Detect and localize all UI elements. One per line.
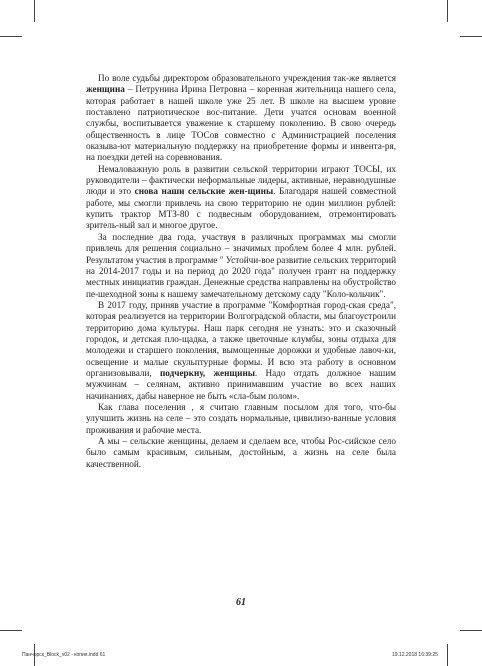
paragraph: [86, 73, 396, 164]
paragraph: [86, 232, 396, 300]
page-number: 61: [236, 597, 246, 608]
print-slug-date: 19.12.2018 16:39:25: [392, 652, 438, 658]
paragraph-text: По воле судьбы директором образовательного учреждения так-же является: [98, 73, 396, 83]
paragraph-text: Немаловажную роль в развитии сельской территории играют ТОСЫ, их руководители – фактически неформальные лидеры, активные, неравнодушные люди и это: [86, 163, 396, 197]
paragraph-text: . Надо отдать должное нашим мужчинам – селянам, активно принимавшим участие во всех наших начинаниях, дабы наверное не быть «сла-бым полом».: [86, 367, 396, 401]
crop-mark-bottom-right-vertical: [447, 644, 448, 666]
paragraph: [86, 436, 396, 470]
emphasis-text: женщина: [86, 84, 125, 95]
paragraph-text: Как глава поселения , я считаю главным посылом для того, что-бы улучшить жизнь на селе – это создать нормальные, цивилизо-ванные условия проживания и рабочие места.: [86, 401, 396, 435]
paragraph: [86, 300, 396, 402]
crop-mark-bottom-right-horizontal: [460, 630, 482, 631]
crop-mark-top-right-horizontal: [460, 36, 482, 37]
crop-mark-top-left-vertical: [34, 0, 35, 22]
paragraph: [86, 402, 396, 436]
crop-mark-bottom-left-horizontal: [0, 630, 22, 631]
paragraph-text: А мы – сельские женщины, делаем и сделаем все, чтобы Рос-сийское село было самым красивым, сильным, достойным, а жизнь на селе была качественной.: [86, 436, 396, 469]
paragraph-text: В 2017 году, приняв участие в программе "Комфортная город-ская среда", которая реализуется на территории Волгоградской области, мы благоустроили территорию дома культуры. Наш парк сегодня не узнать: это и сказочный городок, и детская пло-щадка, а также цветочные клумбы, зоны отдыха для молодежи и старшего поколения, вымощенные дорожки и удобные лавоч-ки, освещение и малые скульптурные формы. И всю эта работу в основном организовывали,: [86, 299, 396, 378]
crop-mark-top-left-horizontal: [0, 36, 22, 37]
body-text: [86, 73, 396, 470]
crop-mark-top-right-vertical: [447, 0, 448, 22]
paragraph-text: . Благодаря нашей совместной работе, мы смогли привлечь на свою территорию не один миллион рублей: купить трактор МТЗ-80 с подвесным оборудованием, отремонтировать зритель-ный зал и многое другое.: [86, 186, 396, 231]
emphasis-text: подчеркну, женщины: [160, 367, 255, 378]
emphasis-text: снова наши сельские жен-щины: [134, 186, 274, 197]
paragraph: [86, 164, 396, 232]
paragraph-text: – Петрунина Ирина Петровна – коренная жительница нашего села, которая работает в нашей школе уже 25 лет. В школе на высшем уровне поставлено патриотическое вос-питание. Дети учатся основам военной службы, воспитывается уважение к старшему поколению. В свою очередь общественность в лице ТОСов совместно с Администрацией поселения оказыва-ют материальную поддержку на приобретение формы и инвента-ря, на поездки детей на соревнования.: [86, 84, 396, 163]
paragraph-text: За последние два года, участвуя в различных программах мы смогли привлечь для решения социально – значимых проблем более 4 млн. рублей. Результатом участия в программе " Устойчи-вое развитие сельских территорий на 2014-2017 годы и на период до 2020 года" получен грант на поддержку местных инициатив граждан. Денежные средства направлены на обустройство пе-шеходной зоны к нашему замечательному детскому саду "Коло-кольчик".: [86, 231, 396, 299]
print-slug-file: Панчорск_Block_v02 - копия.indd 61: [22, 652, 106, 658]
